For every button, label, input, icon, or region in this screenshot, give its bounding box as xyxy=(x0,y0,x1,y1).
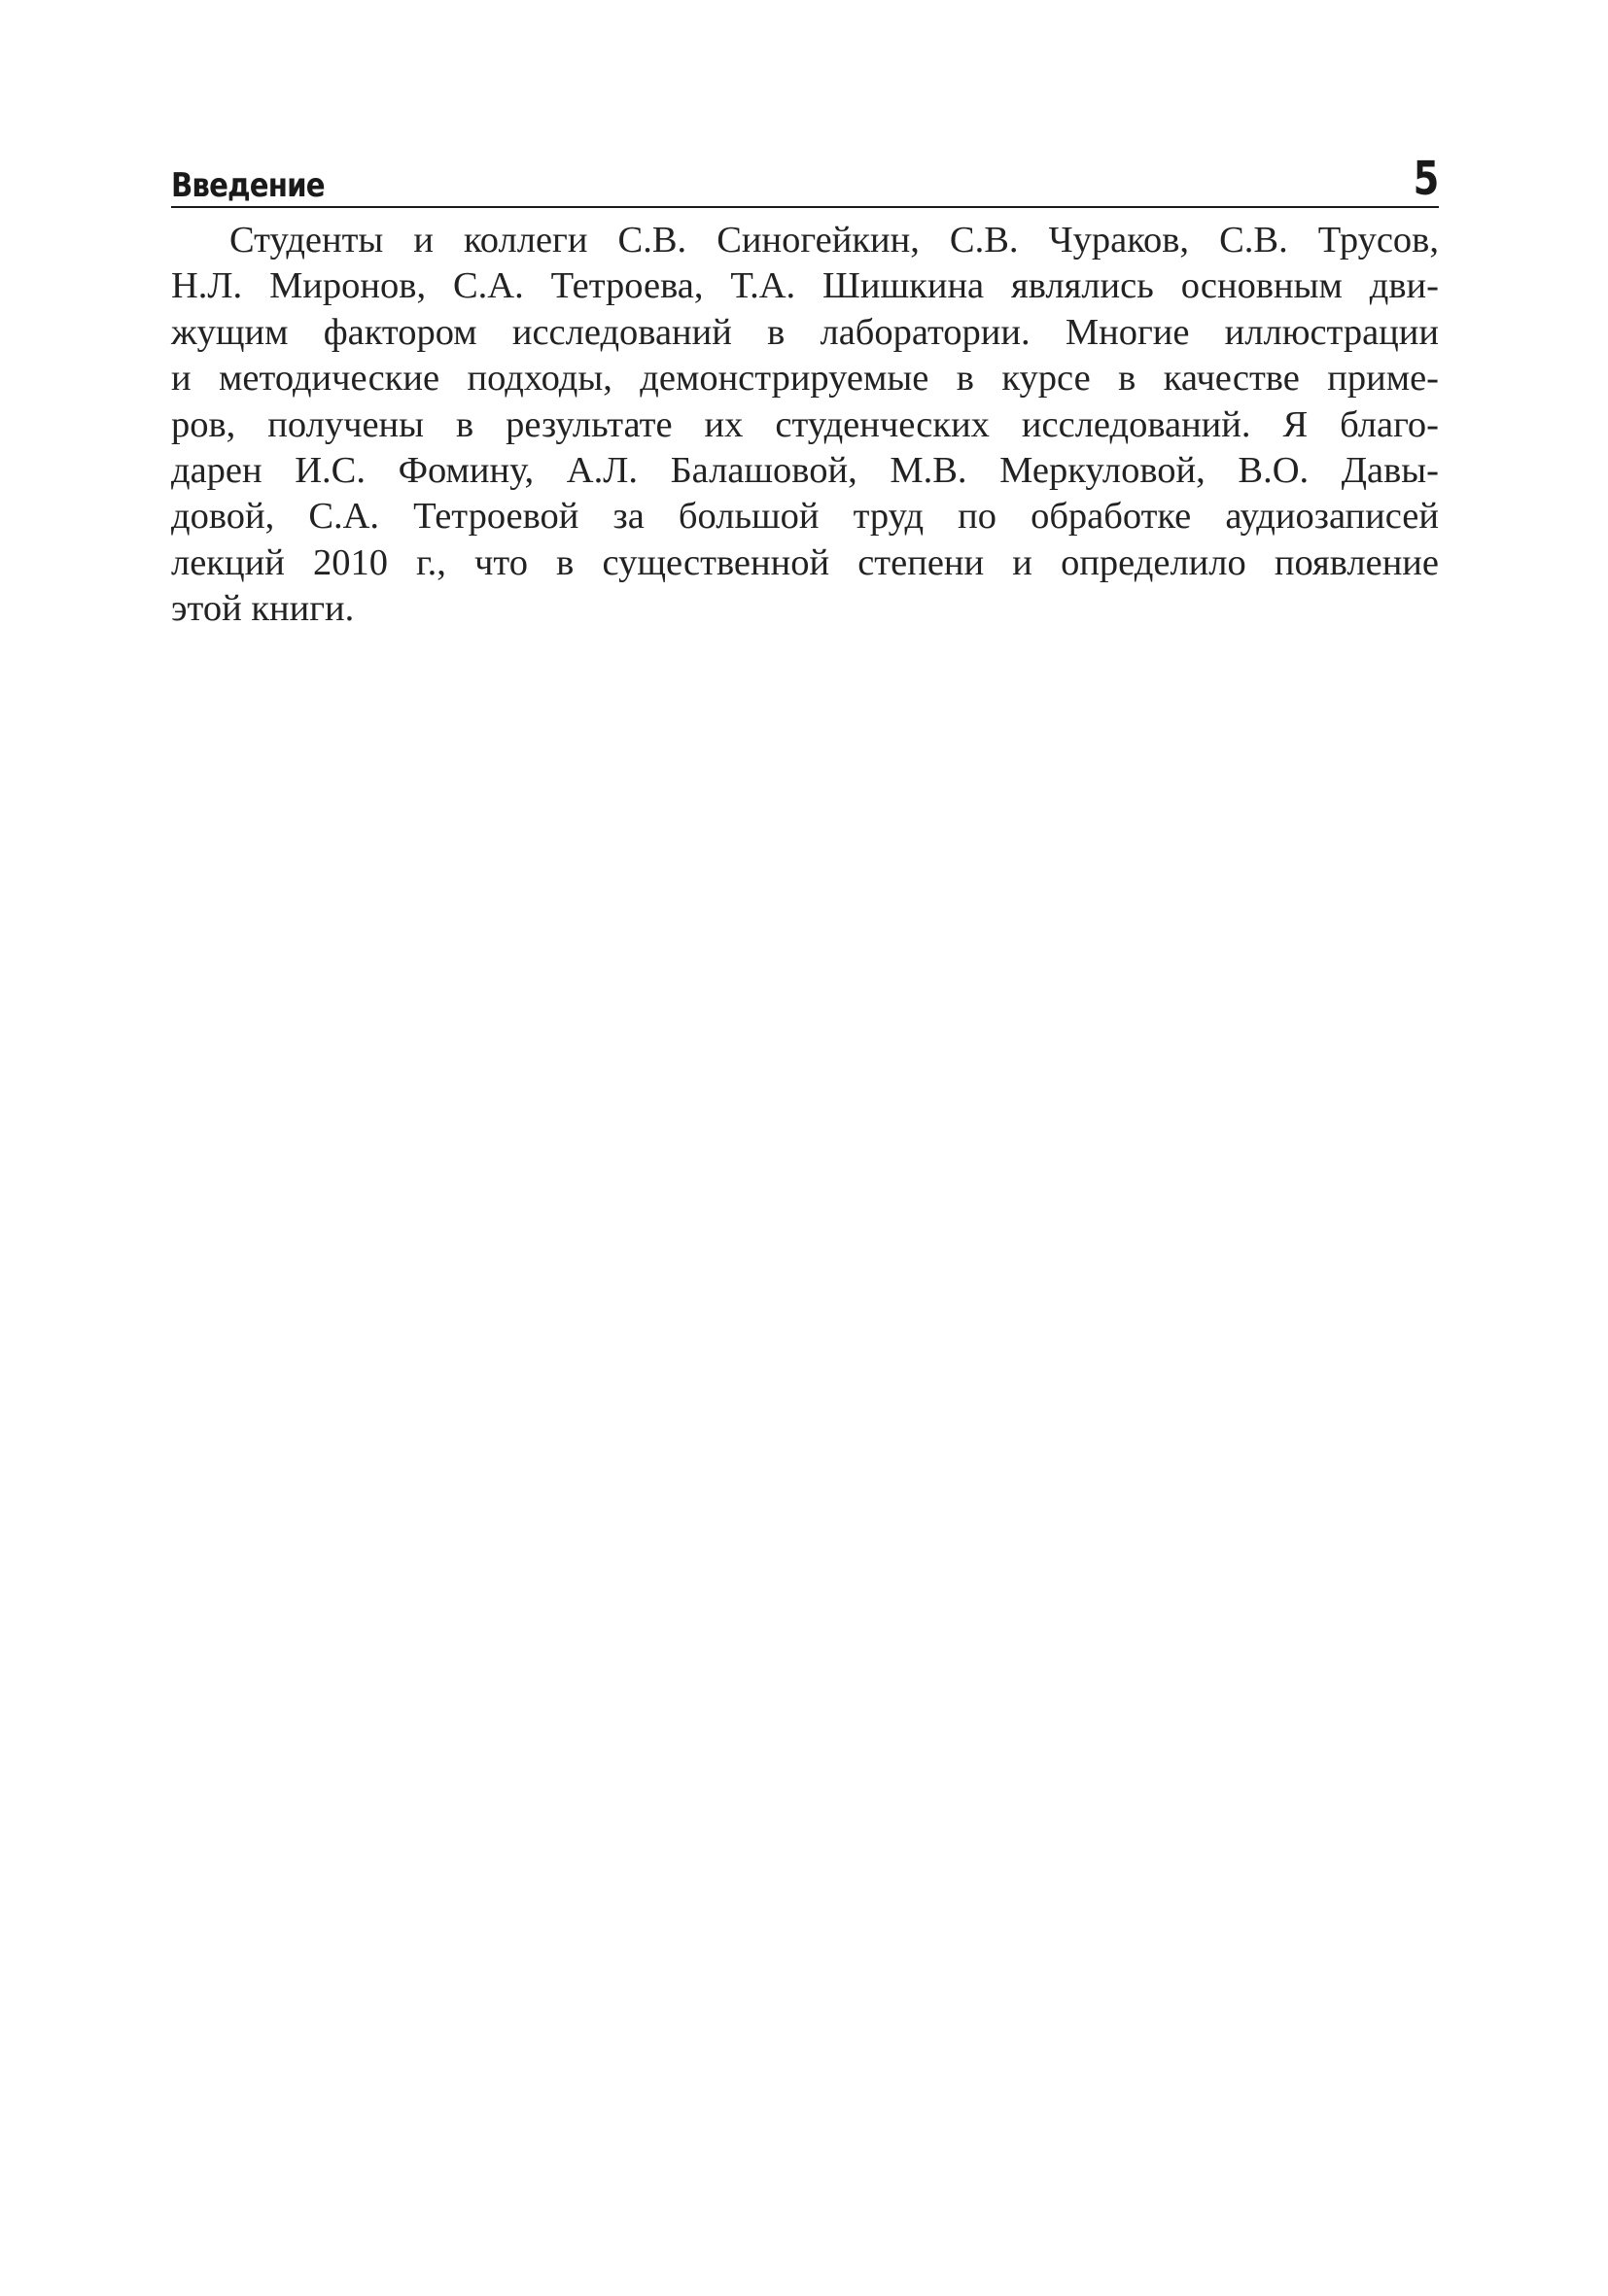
running-header xyxy=(171,146,1439,208)
body-paragraph xyxy=(171,218,1439,633)
page-number: 5 xyxy=(1413,152,1439,206)
paragraph-line: жущим фактором исследований в лаборатории. Многие иллюстрации xyxy=(171,311,1439,353)
paragraph-line: этой книги. xyxy=(171,588,355,630)
paragraph-line: довой, С.А. Тетроевой за большой труд по обработке аудиозаписей xyxy=(171,496,1439,538)
paragraph-line: лекций 2010 г., что в существенной степени и определило появление xyxy=(171,541,1439,583)
paragraph-line: Н.Л. Миронов, С.А. Тетроева, Т.А. Шишкина являлись основным дви- xyxy=(171,265,1439,307)
paragraph-line: дарен И.С. Фомину, А.Л. Балашовой, М.В. Меркуловой, В.О. Давы- xyxy=(171,450,1439,492)
paragraph-line: и методические подходы, демонстрируемые в курсе в качестве приме- xyxy=(171,358,1439,400)
section-title: Введение xyxy=(171,166,325,205)
paragraph-line: ров, получены в результате их студенческих исследований. Я благо- xyxy=(171,403,1439,445)
paragraph-line: Студенты и коллеги С.В. Синогейкин, С.В. Чураков, С.В. Трусов, xyxy=(229,220,1439,261)
